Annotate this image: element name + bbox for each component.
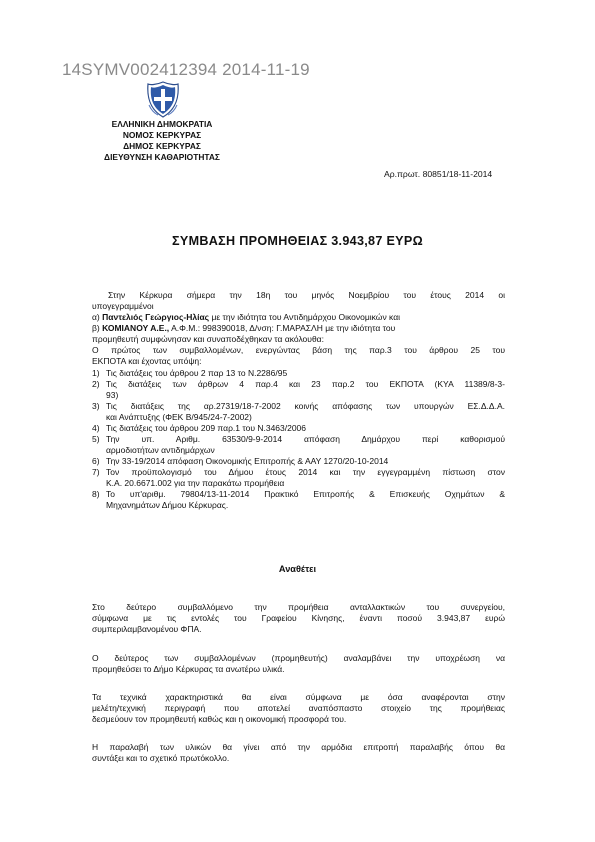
party-prefix: α): [92, 312, 100, 322]
item-text: και Ανάπτυξης (ΦΕΚ Β/945/24-7-2002): [106, 412, 252, 422]
item-text: Τον προϋπολογισμό του Δήμου έτους 2014 και την εγγεγραμμένη πίστωση στον: [106, 467, 505, 477]
party-b: [92, 323, 512, 334]
item-number: 7): [92, 467, 100, 477]
list-item: [92, 489, 505, 511]
list-item: [92, 456, 505, 467]
paragraph-line: δεσμεύουν τον προμηθευτή καθώς και η οικονομική προσφορά του.: [92, 714, 347, 724]
party-b-details: Α.Φ.Μ.: 998390018, Δ/νση: Γ.ΜΑΡΑΣΛΗ με την ιδιότητα του: [171, 323, 396, 333]
item-number: 4): [92, 423, 100, 433]
item-number: 5): [92, 434, 100, 444]
paragraph-line: Στο δεύτερο συμβαλλόμενο την προμήθεια ανταλλακτικών του συνεργείου,: [92, 602, 505, 612]
item-text: Τις διατάξεις της αρ.27319/18-7-2002 κοινής απόφασης των υπουργών ΕΣ.Δ.Δ.Α.: [106, 401, 505, 411]
item-text: Την υπ. Αριθμ. 63530/9-9-2014 απόφαση Δημάρχου περί καθορισμού: [106, 434, 505, 444]
party-b-agreement: προμηθευτή συμφώνησαν και συναποδέχθηκαν τα ακόλουθα:: [92, 334, 324, 344]
first-party-line: ΕΚΠΟΤΑ και έχοντας υπόψη:: [92, 356, 202, 366]
item-number: 3): [92, 401, 100, 411]
list-item: [92, 467, 505, 489]
authority-line: ΔΗΜΟΣ ΚΕΡΚΥΡΑΣ: [123, 141, 201, 151]
item-text: αρμοδιοτήτων αντιδημάρχων: [106, 445, 215, 455]
item-text: 93): [106, 390, 119, 400]
assigns-heading: Αναθέτει: [278, 564, 317, 574]
item-number: 8): [92, 489, 100, 499]
item-number: 2): [92, 379, 100, 389]
item-number: 6): [92, 456, 100, 466]
authority-line: ΔΙΕΥΘΥΝΣΗ ΚΑΘΑΡΙΟΤΗΤΑΣ: [104, 152, 220, 162]
item-text: Τις διατάξεις του άρθρου 2 παρ 13 το Ν.2286/95: [106, 368, 288, 378]
authority-line: ΕΛΛΗΝΙΚΗ ΔΗΜΟΚΡΑΤΙΑ: [111, 119, 213, 129]
paragraph-line: σύμφωνα με τις εντολές του Γραφείου Κίνησης, έναντι ποσού 3.943,87 ευρώ: [92, 613, 505, 623]
list-item: [92, 423, 505, 434]
item-text: Κ.Α. 20.6671.002 για την παρακάτω προμήθεια: [106, 478, 285, 488]
document-title: ΣΥΜΒΑΣΗ ΠΡΟΜΗΘΕΙΑΣ 3.943,87 ΕΥΡΩ: [172, 234, 423, 248]
paragraph-obligation: [92, 653, 505, 675]
greek-emblem-icon: [146, 81, 180, 118]
paragraph-receipt: [92, 742, 505, 764]
list-item: [92, 434, 505, 456]
issuing-authority: [86, 119, 238, 163]
item-text: Τις διατάξεις των άρθρων 4 παρ.4 και 23 παρ.2 του ΕΚΠΟΤΑ (ΚΥΑ 11389/8-3-: [106, 379, 505, 389]
item-text: Τις διατάξεις του άρθρου 209 παρ.1 του Ν.3463/2006: [106, 423, 307, 433]
paragraph-line: Τα τεχνικά χαρακτηριστικά θα είναι σύμφωνα με όσα αναφέρονται στην: [92, 692, 505, 702]
intro-line: υπογεγραμμένοι: [92, 301, 154, 311]
protocol-number: Αρ.πρωτ. 80851/18-11-2014: [384, 169, 493, 179]
party-a-name: Παντελιός Γεώργιος-Ηλίας: [102, 312, 210, 322]
list-item: [92, 368, 505, 379]
paragraph-line: Ο δεύτερος των συμβαλλομένων (προμηθευτής) αναλαμβάνει την υποχρέωση να: [92, 653, 505, 663]
list-item: [92, 379, 505, 401]
authority-line: ΝΟΜΟΣ ΚΕΡΚΥΡΑΣ: [122, 130, 202, 140]
party-a-role: με την ιδιότητα του Αντιδημάρχου Οικονομικών και: [211, 312, 401, 322]
item-text: Μηχανημάτων Δήμου Κέρκυρας.: [106, 500, 229, 510]
paragraph-assignment: [92, 602, 505, 635]
item-text: Την 33-19/2014 απόφαση Οικονομικής Επιτροπής & ΑΑΥ 1270/20-10-2014: [106, 456, 389, 466]
paragraph-line: μελέτη/τεχνική περιγραφή που αποτελεί αναπόσπαστο στοιχείο της προμήθειας: [92, 703, 505, 713]
paragraph-line: συντάξει και το σχετικό πρωτόκολλο.: [92, 753, 230, 763]
first-party-line: Ο πρώτος των συμβαλλομένων, ενεργώντας βάση της παρ.3 του άρθρου 25 του: [92, 345, 505, 355]
paragraph-line: συμπεριλαμβανομένου ΦΠΑ.: [92, 624, 202, 634]
paragraph-line: προμηθεύσει το Δήμο Κέρκυρας τα ανωτέρω υλικά.: [92, 664, 285, 674]
list-item: [92, 401, 505, 423]
party-b-name: ΚΟΜΙΑΝΟΥ Α.Ε.,: [102, 323, 170, 333]
paragraph-technical: [92, 692, 505, 725]
party-prefix: β): [92, 323, 100, 333]
item-number: 1): [92, 368, 100, 378]
intro-line: Στην Κέρκυρα σήμερα την 18η του μηνός Νοεμβρίου του έτους 2014 οι: [108, 290, 505, 300]
watermark-id: 14SYMV002412394 2014-11-19: [62, 60, 310, 79]
party-a: [92, 312, 512, 323]
item-text: Το υπ'αριθμ. 79804/13-11-2014 Πρακτικό Επιτροπής & Επισκευής Οχημάτων &: [106, 489, 505, 499]
paragraph-line: Η παραλαβή των υλικών θα γίνει από την αρμόδια επιτροπή παραλαβής όπου θα: [92, 742, 505, 752]
